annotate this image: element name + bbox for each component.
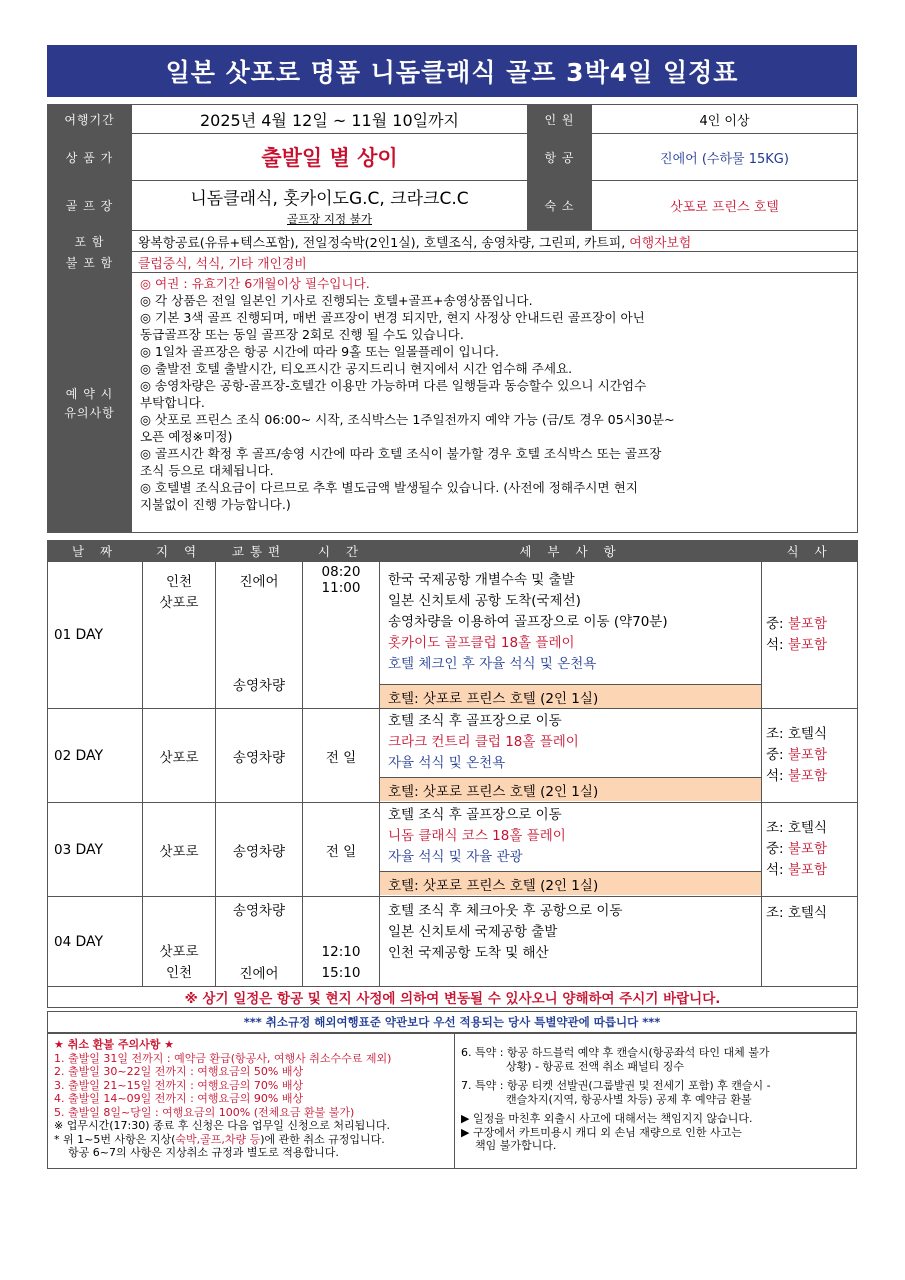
- notes-label-line1: 예 약 시: [65, 386, 114, 401]
- region: 인천: [165, 965, 193, 981]
- transport: 송영차량: [216, 803, 303, 897]
- hotel-bar: 호텔: 삿포로 프린스 호텔 (2인 1실): [380, 871, 761, 895]
- meal: 석: 불포함: [766, 862, 828, 878]
- detail-line: 호텔 조식 후 체크아웃 후 공항으로 이동: [388, 903, 623, 919]
- notes-label: [48, 273, 132, 533]
- notes-line: ◎ 호텔별 조식요금이 다르므로 추후 별도금액 발생될수 있습니다. (사전에 정해주시면 현지: [140, 480, 638, 495]
- notes-cell: [132, 273, 858, 533]
- notes-line: ◎ 송영차량은 공항-골프장-호텔간 이용만 가능하며 다른 일행들과 동승할수 있으니 시간엄수: [140, 378, 647, 393]
- cancel-note: 항공 6~7의 사항은 지상취소 규정과 별도로 적용합니다.: [68, 1146, 339, 1159]
- notes-line: ◎ 삿포로 프린스 조식 06:00~ 시작, 조식박스는 1주일전까지 예약 가능 (금/토 경우 05시30분~: [140, 412, 675, 427]
- meal: 중: 불포함: [766, 616, 828, 632]
- cancel-box: [47, 1033, 857, 1169]
- time-cell: [303, 897, 380, 987]
- people-label: 인 원: [528, 105, 592, 134]
- exclude-label: 불 포 함: [48, 252, 132, 273]
- include-cell: [132, 231, 858, 252]
- day-label: 04 DAY: [48, 897, 143, 987]
- transport-cell: [216, 562, 303, 709]
- detail-line: 일본 신치토세 공항 도착(국제선): [388, 593, 581, 609]
- golf-cell: [132, 181, 528, 231]
- header-transport: 교통편: [216, 541, 303, 562]
- notes-line: 조식 등으로 대체됩니다.: [140, 463, 274, 478]
- details-list: [380, 709, 761, 774]
- detail-line: 크라크 컨트리 클럽 18홀 플레이: [388, 734, 579, 750]
- meals-cell: [762, 897, 858, 987]
- meals-cell: [762, 562, 858, 709]
- notes-line: ◎ 기본 3색 골프 진행되며, 매번 골프장이 변경 되지만, 현지 사정상 안내드린 골프장이 아닌: [140, 310, 645, 325]
- time: 15:10: [321, 965, 361, 981]
- page-title: 일본 삿포로 명품 니돔클래식 골프 3박4일 일정표: [47, 45, 857, 97]
- special-term: 6. 특약 : 항공 하드블럭 예약 후 캔슬시(항공좌석 타인 대체 불가: [461, 1046, 770, 1059]
- notes-line: ◎ 1일차 골프장은 항공 시간에 따라 9홀 또는 일몰플레이 입니다.: [140, 344, 500, 359]
- meal: 석: 불포함: [766, 768, 828, 784]
- airline-label: 항 공: [528, 134, 592, 181]
- schedule-table: [47, 540, 858, 1008]
- transport: 송영차량: [216, 709, 303, 803]
- hotel-value: 삿포로 프린스 호텔: [592, 181, 858, 231]
- header-time: 시 간: [303, 541, 380, 562]
- golf-label: 골 프 장: [48, 181, 132, 231]
- notes-line: 지불없이 진행 가능합니다.): [140, 497, 291, 512]
- details-list: [380, 803, 761, 868]
- details-cell: [380, 709, 762, 803]
- special-term: 상황) - 항공료 전액 취소 패널티 징수: [506, 1059, 685, 1073]
- notes-line: ◎ 각 상품은 전일 일본인 기사로 진행되는 호텔+골프+송영상품입니다.: [140, 293, 533, 308]
- info-table: [47, 104, 858, 533]
- cancel-title: ★ 취소 환불 주의사항 ★: [54, 1038, 175, 1051]
- region: 인천: [165, 574, 193, 590]
- detail-line: 일본 신치토세 국제공항 출발: [388, 924, 558, 940]
- special-term: ▶ 일정을 마친후 외출시 사고에 대해서는 책임지지 않습니다.: [461, 1112, 753, 1125]
- include-label: 포 함: [48, 231, 132, 252]
- detail-line: 송영차량을 이용하여 골프장으로 이동 (약70분): [388, 614, 668, 630]
- notes-line: 부탁합니다.: [140, 395, 205, 410]
- meals-cell: [762, 709, 858, 803]
- details-cell: [380, 897, 762, 987]
- day-row: [48, 562, 858, 709]
- meal: 중: 불포함: [766, 841, 828, 857]
- cancel-right: [455, 1034, 856, 1168]
- include-value-insurance: 여행자보험: [629, 235, 692, 251]
- exclude-value: 클럽중식, 석식, 기타 개인경비: [132, 252, 858, 273]
- cancel-note: ※ 업무시간(17:30) 종료 후 신청은 다음 업무일 신청으로 처리됩니다.: [54, 1119, 390, 1132]
- day-label: 02 DAY: [48, 709, 143, 803]
- special-term: ▶ 구장에서 카트미용시 캐디 외 손님 재량으로 인한 사고는: [461, 1125, 742, 1139]
- price-value: 출발일 별 상이: [132, 134, 528, 181]
- transport: 송영차량: [232, 903, 286, 919]
- detail-line: 인천 국제공항 도착 및 해산: [388, 945, 549, 961]
- special-term: 책임 불가합니다.: [475, 1139, 557, 1152]
- region: 삿포로: [143, 803, 216, 897]
- region: 삿포로: [159, 944, 199, 960]
- meal: 조: 호텔식: [766, 820, 828, 836]
- meal: 조: 호텔식: [766, 726, 828, 742]
- detail-line: 호텔 조식 후 골프장으로 이동: [388, 807, 562, 823]
- cancel-item: 4. 출발일 14~09일 전까지 : 여행요금의 90% 배상: [54, 1092, 304, 1105]
- schedule-footnote: ※ 상기 일정은 항공 및 현지 사정에 의하여 변동될 수 있사오니 양해하여 주시기 바랍니다.: [48, 987, 858, 1008]
- day-row: [48, 709, 858, 803]
- notes-label-line2: 유의사항: [64, 405, 115, 420]
- header-region: 지 역: [143, 541, 216, 562]
- notes-line: ◎ 여권 : 유효기간 6개월이상 필수입니다.: [140, 276, 370, 291]
- include-value: 왕복항공료(유류+텍스포함), 전일정숙박(2인1실), 호텔조식, 송영차량, 그린피, 카트피,: [138, 235, 630, 251]
- day-row: [48, 803, 858, 897]
- region: 삿포로: [143, 709, 216, 803]
- price-label: 상 품 가: [48, 134, 132, 181]
- time: 11:00: [321, 580, 361, 596]
- golf-note: 골프장 지정 불가: [286, 212, 373, 226]
- details-cell: [380, 562, 762, 709]
- day-label: 01 DAY: [48, 562, 143, 709]
- period-value: 2025년 4월 12일 ~ 11월 10일까지: [132, 105, 528, 134]
- details-list: [380, 562, 761, 675]
- hotel-label: 숙 소: [528, 181, 592, 231]
- time: 전 일: [303, 803, 380, 897]
- hotel-bar: 호텔: 삿포로 프린스 호텔 (2인 1실): [380, 684, 761, 708]
- header-date: 날 짜: [48, 541, 143, 562]
- region-cell: [143, 897, 216, 987]
- detail-line: 자율 석식 및 자율 관광: [388, 849, 523, 865]
- time: 08:20: [321, 564, 361, 580]
- header-details: 세 부 사 항: [380, 541, 762, 562]
- day-label: 03 DAY: [48, 803, 143, 897]
- header-meals: 식 사: [762, 541, 858, 562]
- transport-cell: [216, 897, 303, 987]
- detail-line: 자율 석식 및 온천욕: [388, 755, 506, 771]
- golf-value: 니돔클래식, 홋카이도G.C, 크라크C.C: [190, 189, 469, 209]
- special-term: 7. 특약 : 항공 티켓 선발권(그룹발권 및 전세기 포함) 후 캔슬시 -: [461, 1079, 771, 1092]
- cancel-item: 2. 출발일 30~22일 전까지 : 여행요금의 50% 배상: [54, 1065, 304, 1078]
- time-cell: [303, 562, 380, 709]
- time: 12:10: [321, 944, 361, 960]
- details-cell: [380, 803, 762, 897]
- transport: 진에어: [239, 574, 279, 590]
- notes-line: ◎ 출발전 호텔 출발시간, 티오프시간 공지드리니 현지에서 시간 엄수해 주세요.: [140, 361, 573, 376]
- region: 삿포로: [159, 595, 199, 611]
- notes-line: 오픈 예정※미정): [140, 429, 233, 444]
- cancel-note: * 위 1~5번 사항은 지상(숙박,골프,차량 등)에 관한 취소 규정입니다.: [54, 1132, 385, 1146]
- time: 전 일: [303, 709, 380, 803]
- cancel-item: 5. 출발일 8일~당일 : 여행요금의 100% (전체요금 환불 불가): [54, 1105, 355, 1119]
- meal: 조: 호텔식: [766, 905, 828, 921]
- meals-cell: [762, 803, 858, 897]
- detail-line: 홋카이도 골프클럽 18홀 플레이: [388, 635, 575, 651]
- notes-line: ◎ 골프시간 확정 후 골프/송영 시간에 따라 호텔 조식이 불가할 경우 호텔 조식박스 또는 골프장: [140, 446, 662, 461]
- people-value: 4인 이상: [592, 105, 858, 134]
- detail-line: 한국 국제공항 개별수속 및 출발: [388, 572, 575, 588]
- detail-line: 호텔 체크인 후 자율 석식 및 온천욕: [388, 656, 597, 672]
- notes-line: 동급골프장 또는 동일 골프장 2회로 진행 될 수도 있습니다.: [140, 327, 464, 342]
- cancel-left: [48, 1034, 455, 1168]
- hotel-bar: 호텔: 삿포로 프린스 호텔 (2인 1실): [380, 777, 761, 801]
- cancel-item: 1. 출발일 31일 전까지 : 예약금 환급(항공사, 여행사 취소수수료 제외): [54, 1051, 392, 1065]
- transport: 송영차량: [232, 678, 286, 694]
- detail-line: 니돔 클래식 코스 18홀 플레이: [388, 828, 566, 844]
- period-label: 여행기간: [48, 105, 132, 134]
- airline-value: 진에어 (수하물 15KG): [592, 134, 858, 181]
- detail-line: 호텔 조식 후 골프장으로 이동: [388, 713, 562, 729]
- cancel-header: *** 취소규정 해외여행표준 약관보다 우선 적용되는 당사 특별약관에 따릅니다 ***: [47, 1011, 857, 1033]
- transport: 진에어: [239, 966, 279, 982]
- region-cell: [143, 562, 216, 709]
- meal: 석: 불포함: [766, 637, 828, 653]
- special-term: 캔슬차지(지역, 항공사별 차등) 공제 후 예약금 환불: [506, 1092, 752, 1106]
- meal: 중: 불포함: [766, 747, 828, 763]
- day-row: [48, 897, 858, 987]
- cancel-item: 3. 출발일 21~15일 전까지 : 여행요금의 70% 배상: [54, 1078, 304, 1092]
